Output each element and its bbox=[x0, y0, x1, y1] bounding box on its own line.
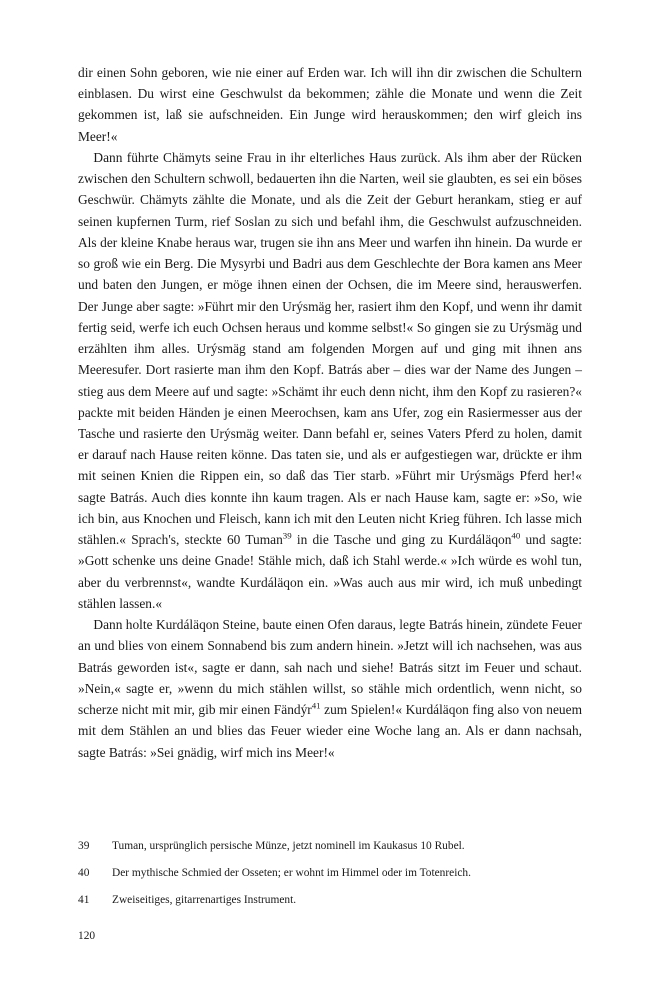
footnote-item bbox=[78, 865, 582, 882]
paragraph-2-tail2: und sagte: »Gott schenke uns deine Gnade! Stähle mich, daß ich Stahl werde.« »Ich würde es wohl tun, aber du verbrennst«, wandte Kurdáläqon ein. »Was auch aus mir wird, ich muß unbedingt stählen lassen.« bbox=[78, 532, 583, 611]
footnote-number: 39 bbox=[78, 840, 90, 852]
paragraph-3-text: Dann holte Kurdáläqon Steine, baute einen Ofen daraus, legte Batrás hinein, zündete Feuer an und blies von einem Sonnabend bis zum andern hinein. »Jetzt will ich nachsehen, was aus Batrás geworden ist«, sagte er dann, sah nach und siehe! Batrás sitzt im Feuer und schaut. »Nein,« sagte er, »wenn du mich stählen willst, so stähle mich ordentlich, wenn nicht, so scherze nicht mit mir, gib mir einen Fändýr bbox=[78, 617, 582, 718]
footnote-marker-41: 41 bbox=[311, 700, 321, 711]
paragraph-2-tail: in die Tasche und ging zu Kurdáläqon bbox=[291, 532, 512, 548]
paragraph-2 bbox=[78, 147, 582, 614]
footnote-marker-39: 39 bbox=[282, 530, 292, 541]
footnote-item bbox=[78, 838, 582, 855]
paragraph-3-tail: zum Spielen!« Kurdáläqon fing also von neuem mit dem Stählen an und blies das Feuer wieder eine Woche lang an. Als er dann nachsah, sagte Batrás: »Sei gnädig, wirf mich ins Meer!« bbox=[78, 702, 582, 760]
footnote-text: Der mythische Schmied der Osseten; er wohnt im Himmel oder im Totenreich. bbox=[112, 867, 471, 880]
footnote-number: 40 bbox=[78, 867, 90, 880]
footnote-text: Zweiseitiges, gitarrenartiges Instrument. bbox=[112, 894, 297, 907]
paragraph-3 bbox=[78, 614, 582, 763]
page-body bbox=[78, 62, 582, 763]
footnote-number: 41 bbox=[78, 894, 90, 907]
paragraph-1 bbox=[78, 62, 582, 147]
footnote-text: Tuman, ursprünglich persische Münze, jetzt nominell im Kaukasus 10 Rubel. bbox=[112, 840, 465, 852]
footnote-section bbox=[78, 838, 582, 919]
paragraph-2-text: Dann führte Chämyts seine Frau in ihr elterliches Haus zurück. Als ihm aber der Rücken zwischen den Schultern schwoll, bedauerten ihn die Narten, weil sie glaubten, es sei ein böses Geschwür. Chämyts zählte die Monate, und als die Zeit der Geburt herankam, stieg er auf seinen kupfernen Turm, rief Soslan zu sich und befahl ihm, die Geschwulst aufzuschneiden. Als der kleine Knabe heraus war, trugen sie ihn ans Meer und warfen ihn hinein. Da wurde er so groß wie ein Berg. Die Mysyrbi und Badri aus dem Geschlechte der Bora kamen ans Meer und baten den Jungen, er möge ihnen einen der Ochsen, die im Meere sind, herauswerfen. Der Junge aber sagte: »Führt mir den Urýsmäg her, rasiert ihm den Kopf, und wenn ihr damit fertig seid, werfe ich euch Ochsen heraus und komme selbst!« So gingen sie zu Urýsmäg und erzählten ihm alles. Urýsmäg stand am folgenden Morgen auf und ging mit ihnen ans Meeresufer. Dort rasierte man ihm den Kopf. Batrás aber – dies war der Name des Jungen – stieg aus dem Meere auf und sagte: »Schämt ihr euch denn nicht, ihm den Kopf zu rasieren?« packte mit beiden Händen je einen Meerochsen, kam ans Ufer, zog ein Rasiermesser aus der Tasche und rasierte den Urýsmäg weiter. Dann befahl er, seines Vaters Pferd zu holen, damit er darauf nach Hause reiten könne. Das taten sie, und als er aufgestiegen war, drückte er ihm mit seinen Knien die Rippen ein, so daß das Tier starb. »Führt mir Urýsmägs Pferd her!« sagte Batrás. Auch dies konnte ihn kaum tragen. Als er nach Hause kam, sagte er: »So, wie ich bin, aus Knochen und Fleisch, kann ich mit den Leuten nicht Krieg führen. Ich lasse mich stählen.« Sprach's, steckte 60 Tuman bbox=[78, 149, 582, 548]
footnote-item bbox=[78, 892, 582, 909]
footnote-marker-40: 40 bbox=[511, 530, 521, 541]
page-number: 120 bbox=[78, 930, 96, 942]
paragraph-1-text: dir einen Sohn geboren, wie nie einer auf Erden war. Ich will ihn dir zwischen die Schultern einblasen. Du wirst eine Geschwulst da bekommen; zähle die Monate und wenn die Zeit gekommen ist, laß sie aufschneiden. Ein Junge wird herauskommen; den wirf gleich ins Meer!« bbox=[78, 65, 582, 144]
